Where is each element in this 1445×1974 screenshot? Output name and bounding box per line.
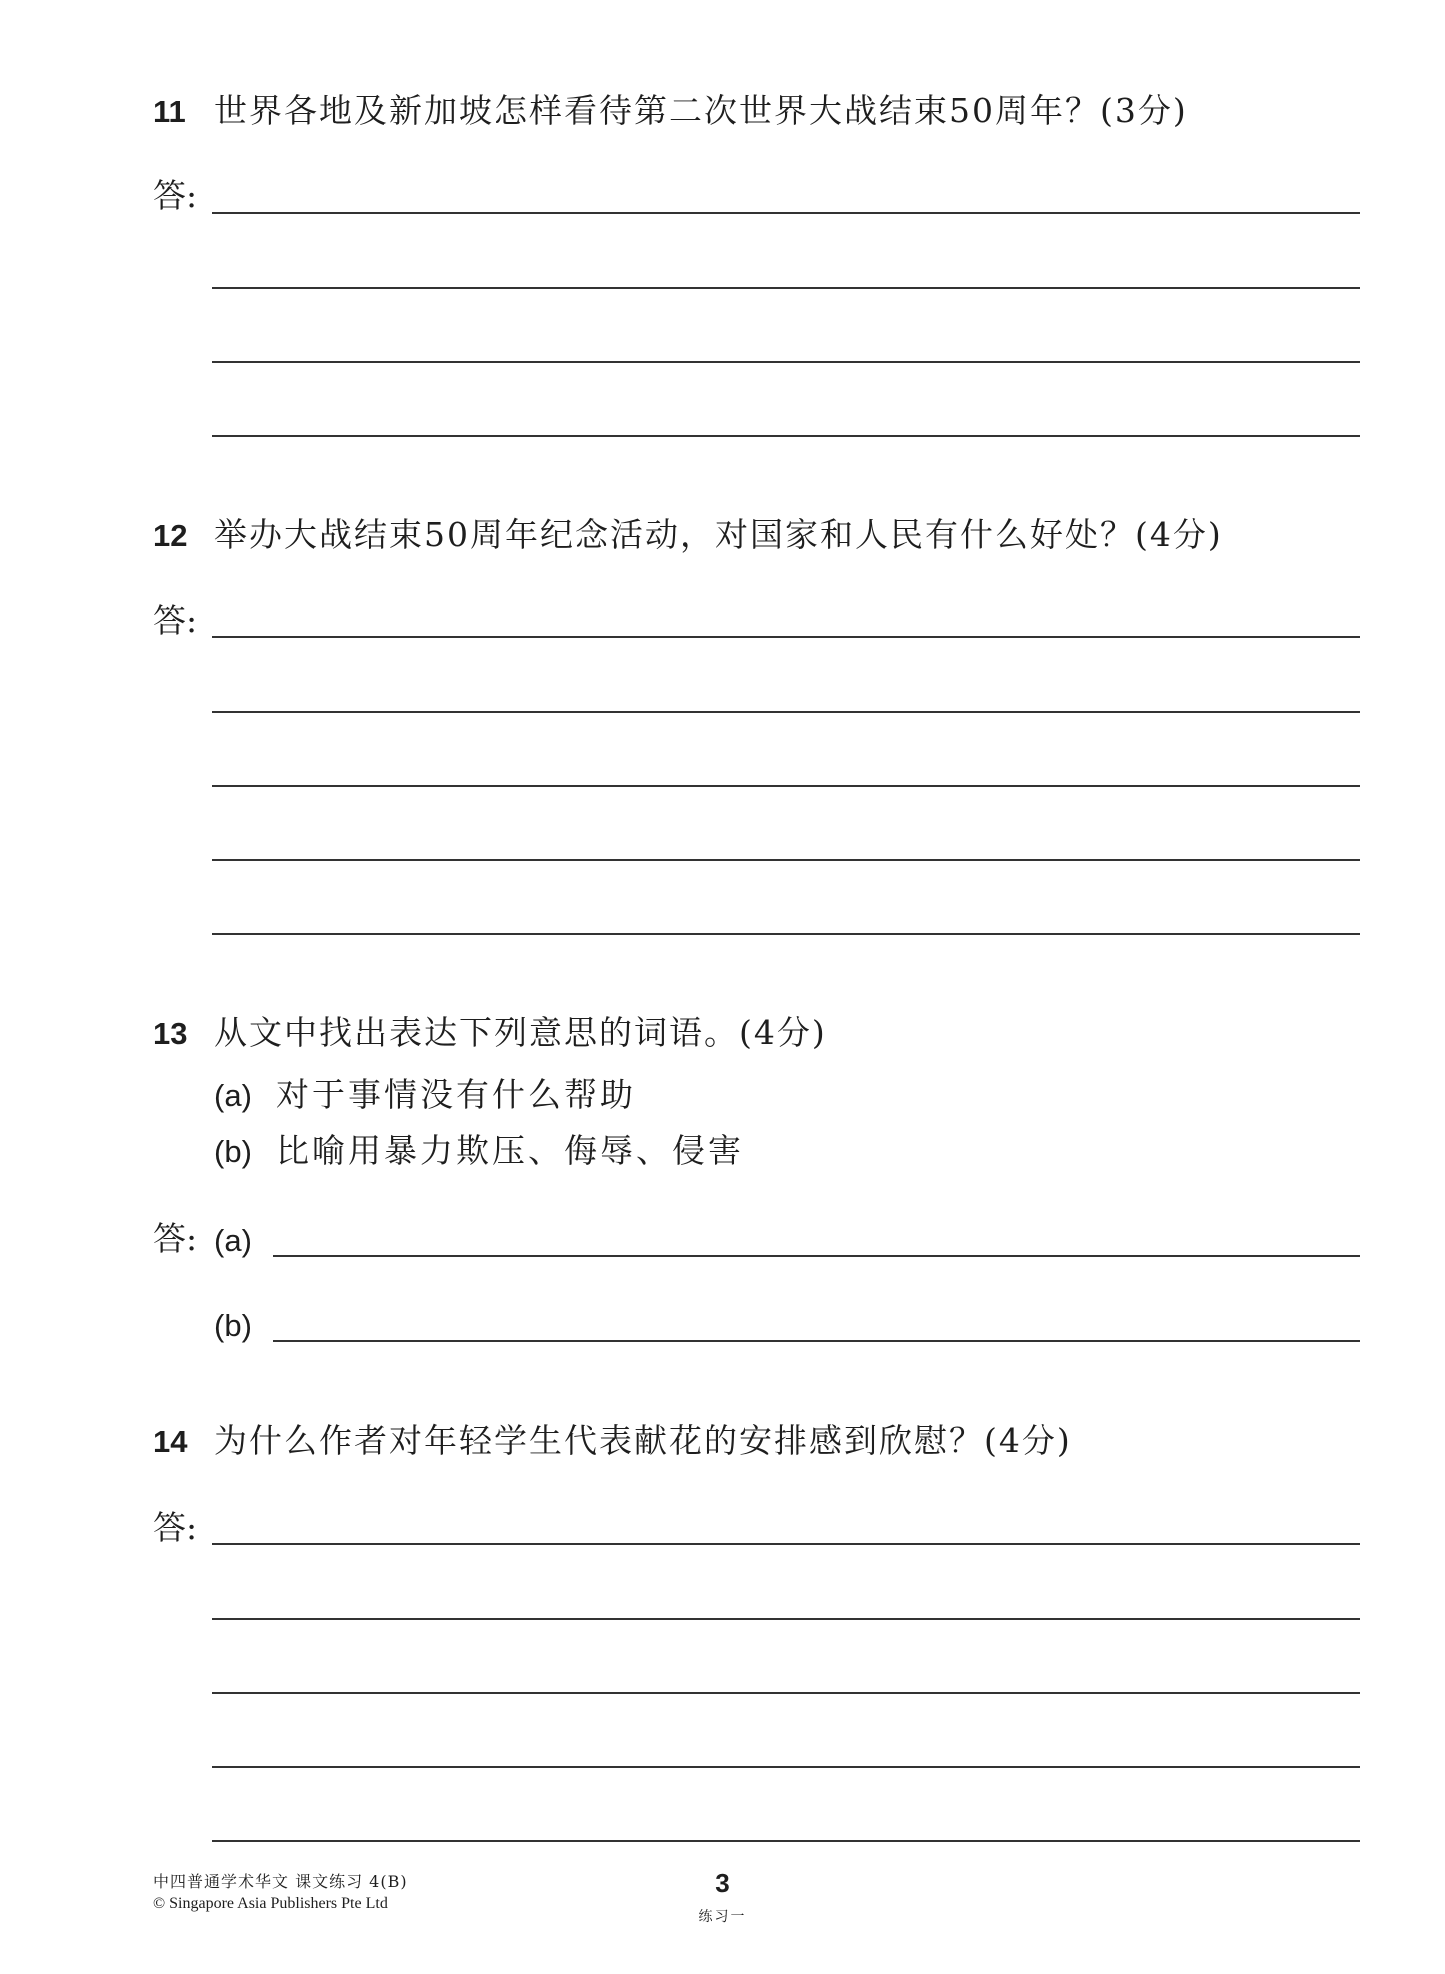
answer-line[interactable]	[212, 361, 1360, 363]
answer-line[interactable]	[212, 212, 1360, 214]
book-title: 中四普通学术华文 课文练习 4(B)	[153, 1872, 408, 1891]
answer-line[interactable]	[212, 435, 1360, 437]
answer-line[interactable]	[212, 785, 1360, 787]
answer-line[interactable]	[212, 287, 1360, 289]
question-text: 为什么作者对年轻学生代表献花的安排感到欣慰？(4分)	[214, 1421, 1072, 1460]
question-number: 11	[153, 94, 186, 129]
sub-item-text: 比喻用暴力欺压、侮辱、侵害	[276, 1131, 744, 1170]
question-text: 世界各地及新加坡怎样看待第二次世界大战结束50周年？(3分)	[214, 91, 1188, 130]
answer-line[interactable]	[212, 1766, 1360, 1768]
question-text: 举办大战结束50周年纪念活动，对国家和人民有什么好处？(4分)	[214, 515, 1223, 554]
answer-label: 答:	[153, 601, 198, 640]
answer-sub-label: (a)	[214, 1223, 252, 1258]
answer-line-a[interactable]	[273, 1255, 1360, 1257]
answer-line[interactable]	[212, 1692, 1360, 1694]
sub-item-label: (a)	[214, 1078, 252, 1113]
answer-sub-label: (b)	[214, 1308, 252, 1343]
page-number: 3	[715, 1868, 730, 1898]
copyright: © Singapore Asia Publishers Pte Ltd	[153, 1895, 388, 1912]
answer-line[interactable]	[212, 636, 1360, 638]
question-number: 12	[153, 518, 188, 553]
answer-line[interactable]	[212, 933, 1360, 935]
answer-line[interactable]	[212, 711, 1360, 713]
question-number: 13	[153, 1016, 188, 1051]
answer-label: 答:	[153, 1508, 198, 1547]
question-number: 14	[153, 1424, 188, 1459]
answer-line[interactable]	[212, 1840, 1360, 1842]
question-text: 从文中找出表达下列意思的词语。(4分)	[214, 1013, 827, 1052]
sub-item-label: (b)	[214, 1134, 252, 1169]
section-label: 练习一	[698, 1909, 747, 1925]
sub-item-text: 对于事情没有什么帮助	[276, 1075, 636, 1114]
answer-line[interactable]	[212, 859, 1360, 861]
answer-line[interactable]	[212, 1543, 1360, 1545]
answer-label: 答:	[153, 1219, 198, 1258]
answer-line-b[interactable]	[273, 1340, 1360, 1342]
answer-line[interactable]	[212, 1618, 1360, 1620]
answer-label: 答:	[153, 176, 198, 215]
